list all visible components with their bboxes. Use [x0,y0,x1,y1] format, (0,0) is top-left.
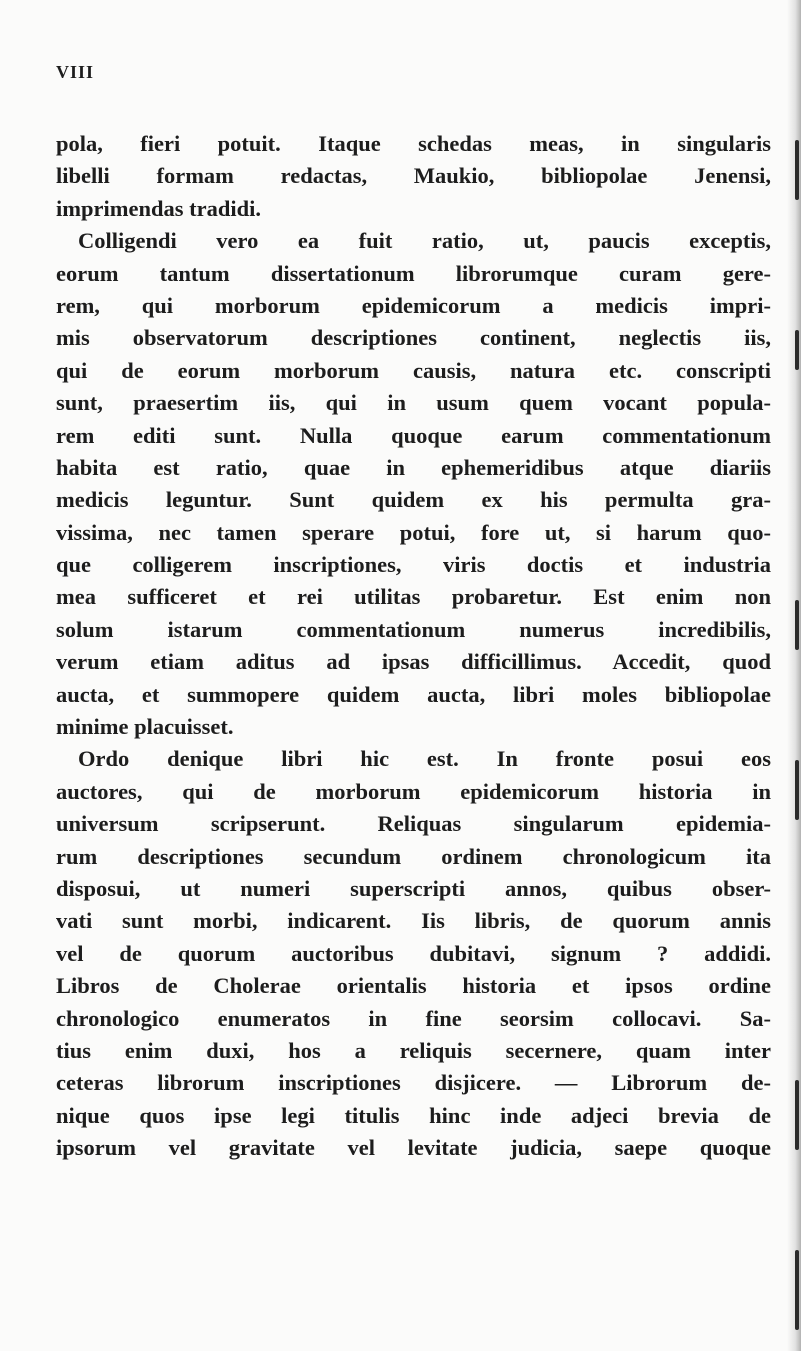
text-line: universum scripserunt. Reliquas singularum epidemia- [56,811,771,837]
text-line: eorum tantum dissertationum librorumque curam gere- [56,260,771,286]
text-line: libelli formam redactas, Maukio, bibliopolae Jenensi, [56,163,771,189]
text-line: auctores, qui de morborum epidemicorum historia in [56,778,771,804]
text-line: disposui, ut numeri superscripti annos, quibus obser- [56,875,771,901]
text-line: imprimendas tradidi. [56,195,262,221]
text-line: aucta, et summopere quidem aucta, libri moles bibliopolae [56,681,771,707]
text-line: pola, fieri potuit. Itaque schedas meas, in singularis [56,131,771,156]
text-line: vel de quorum auctoribus dubitavi, signum ? addidi. [56,940,771,966]
text-line: ceteras librorum inscriptiones disjicere. — Librorum de- [56,1070,771,1096]
page-edge-mark [795,330,799,370]
body-text [56,128,771,1165]
text-line: tius enim duxi, hos a reliquis secernere, quam inter [56,1037,771,1063]
page-edge-mark [795,1080,799,1150]
page-edge-mark [795,140,799,200]
text-line: rem editi sunt. Nulla quoque earum commentationum [56,422,771,448]
text-line: habita est ratio, quae in ephemeridibus atque diariis [56,454,771,480]
text-line: nique quos ipse legi titulis hinc inde adjeci brevia de [56,1102,771,1128]
text-line: mis observatorum descriptiones continent, neglectis iis, [56,325,771,351]
text-line: minime placuisset. [56,714,234,740]
text-line: rem, qui morborum epidemicorum a medicis impri- [56,292,771,318]
text-line: mea sufficeret et rei utilitas probaretur. Est enim non [56,584,771,610]
text-line: solum istarum commentationum numerus incredibilis, [56,616,771,642]
page-edge-mark [795,1250,799,1330]
page-number: VIII [56,62,95,82]
text-line: que colligerem inscriptiones, viris doctis et industria [56,552,771,578]
text-line: sunt, praesertim iis, qui in usum quem vocant popula- [56,390,771,416]
page-edge-mark [795,760,799,820]
text-line: verum etiam aditus ad ipsas difficillimus. Accedit, quod [56,649,771,675]
text-line: qui de eorum morborum causis, natura etc. conscripti [56,357,771,383]
page-edge-mark [795,600,799,650]
text-line: medicis leguntur. Sunt quidem ex his permulta gra- [56,487,771,513]
text-line: vissima, nec tamen sperare potui, fore ut, si harum quo- [56,519,771,545]
text-line: ipsorum vel gravitate vel levitate judicia, saepe quoque [56,1135,771,1161]
paragraph-start-line: Ordo denique libri hic est. In fronte posui eos [78,746,771,772]
text-line: chronologico enumeratos in fine seorsim collocavi. Sa- [56,1005,771,1031]
text-line: rum descriptiones secundum ordinem chronologicum ita [56,843,771,869]
text-line: vati sunt morbi, indicarent. Iis libris, de quorum annis [56,908,771,934]
paragraph-start-line: Colligendi vero ea fuit ratio, ut, paucis exceptis, [78,228,771,254]
text-line: Libros de Cholerae orientalis historia et ipsos ordine [56,973,771,999]
